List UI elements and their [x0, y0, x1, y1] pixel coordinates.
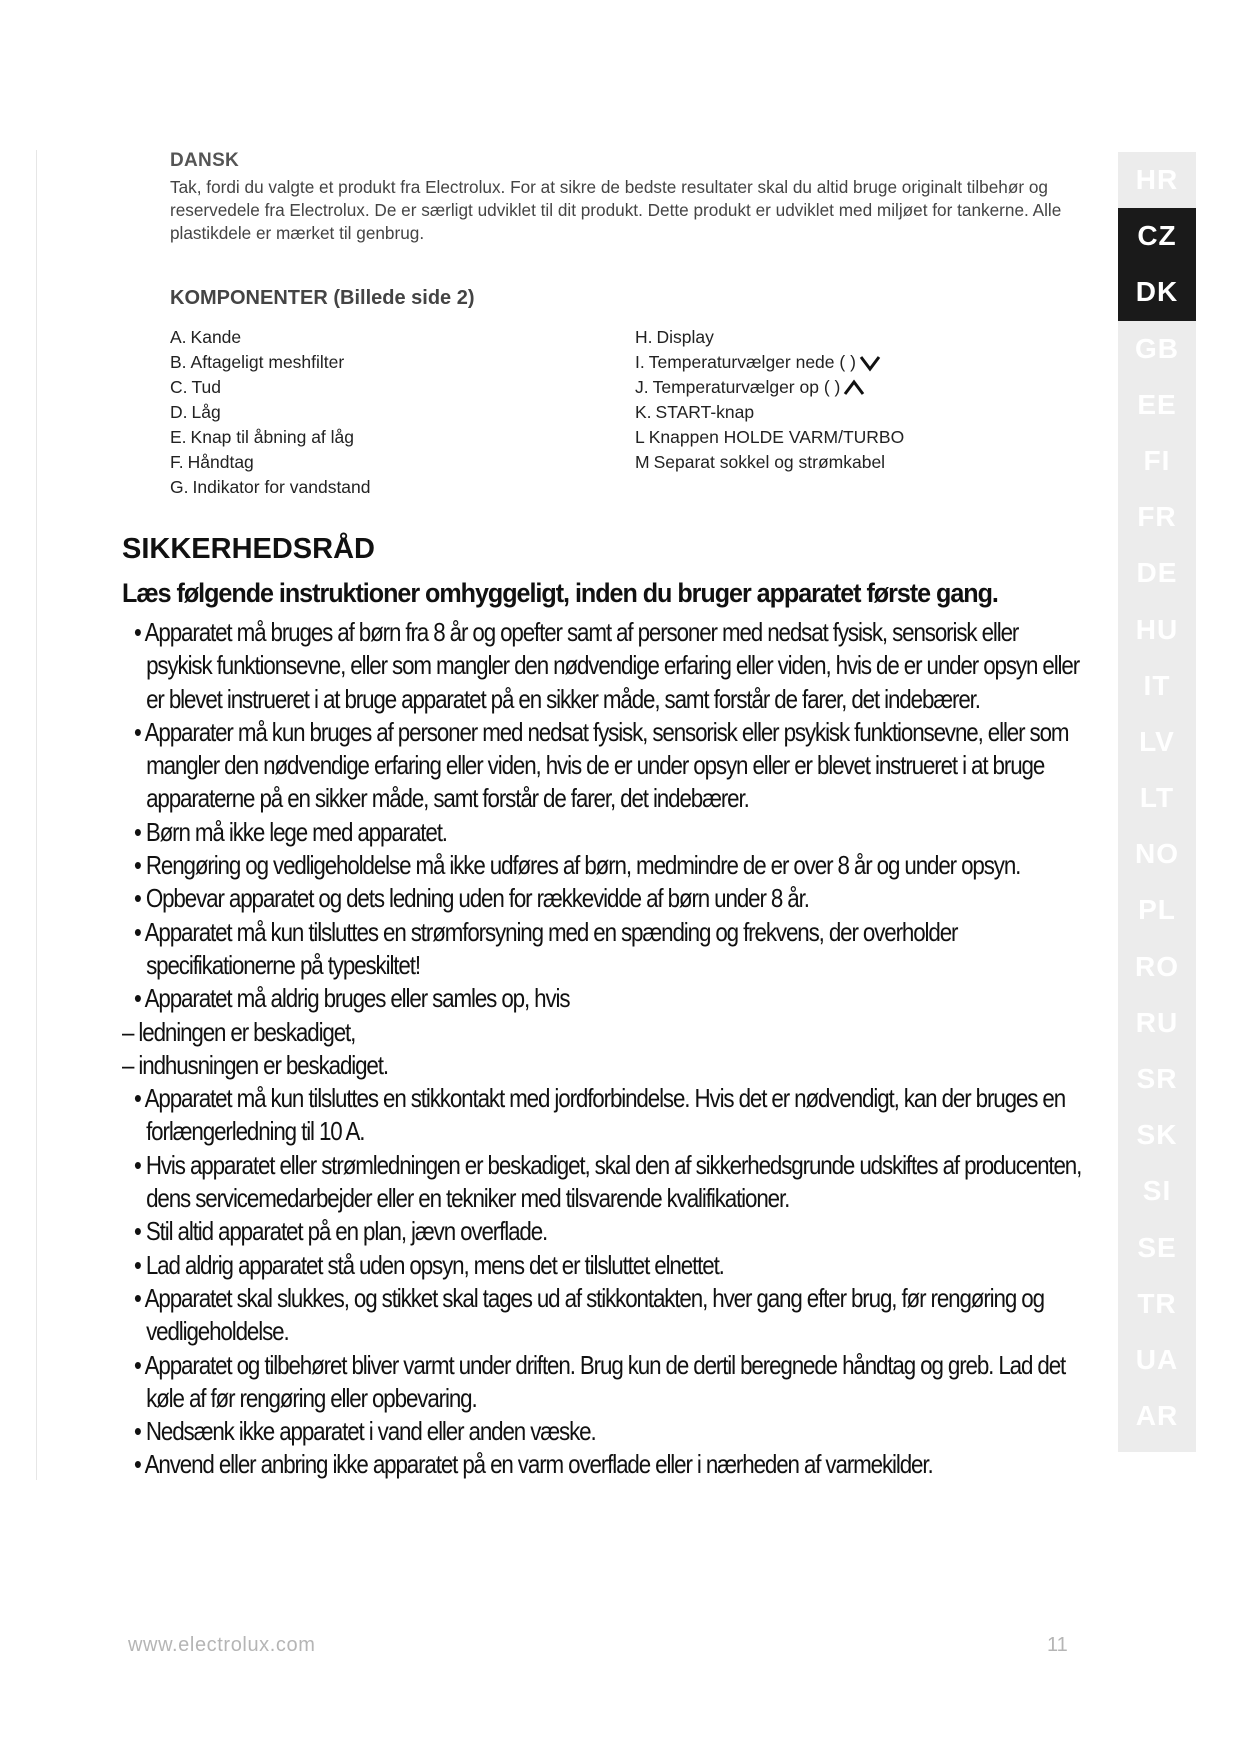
safety-item: • Apparatet og tilbehøret bliver varmt under driften. Brug kun de dertil beregnede håndtag og greb. Lad det køle af før rengøring eller opbevaring.: [134, 1349, 1066, 1413]
components-title: KOMPONENTER: [170, 287, 328, 309]
component-key: F.: [170, 452, 184, 472]
component-key: D.: [170, 402, 188, 422]
safety-subitem: – indhusningen er beskadiget.: [122, 1049, 388, 1080]
lang-tab-fr[interactable]: FR: [1137, 501, 1177, 533]
lang-tab-ru[interactable]: RU: [1135, 1006, 1179, 1038]
safety-item: • Apparatet må kun tilsluttes en strømforsyning med en spænding og frekvens, der overholder specifikationerne på typeskiltet!: [134, 916, 958, 980]
component-key: G.: [170, 477, 189, 497]
component-item: [635, 375, 904, 400]
component-label: Låg: [191, 402, 221, 422]
lang-tab-sk[interactable]: SK: [1136, 1119, 1178, 1151]
component-label: Display: [656, 327, 714, 347]
lang-tab-gb[interactable]: GB: [1135, 332, 1179, 364]
lang-tab-dk[interactable]: DK: [1118, 264, 1196, 320]
component-label: Kande: [190, 327, 242, 347]
safety-item: • Apparatet skal slukkes, og stikket skal tages ud af stikkontakten, hver gang efter brug, før rengøring og vedligeholdelse.: [134, 1282, 1044, 1347]
lang-tab-fi[interactable]: FI: [1143, 444, 1171, 476]
lang-tab-lv[interactable]: LV: [1139, 725, 1175, 757]
component-key: M: [635, 452, 650, 472]
component-label: Temperaturvælger nede ( ): [648, 352, 856, 372]
component-label: Indikator for vandstand: [192, 477, 371, 497]
footer-url[interactable]: www.electrolux.com: [128, 1634, 316, 1656]
safety-item: • Lad aldrig apparatet stå uden opsyn, mens det er tilsluttet elnettet.: [134, 1249, 724, 1280]
components-list-right: [635, 325, 904, 475]
component-item: [170, 325, 371, 350]
chevron-down-icon: [859, 354, 881, 372]
lang-tab-sr[interactable]: SR: [1136, 1063, 1178, 1094]
component-label: Knap til åbning af låg: [190, 427, 355, 447]
lang-tab-cz[interactable]: CZ: [1118, 208, 1196, 264]
component-key: L: [635, 427, 645, 447]
lang-tab-hu[interactable]: HU: [1135, 613, 1179, 645]
component-label: Håndtag: [187, 452, 254, 472]
safety-item: • Hvis apparatet eller strømledningen er beskadiget, skal den af sikkerhedsgrunde udskiftes af producenten, dens servicemedarbejder eller en tekniker med tilsvarende kvalifikationer.: [134, 1149, 1082, 1214]
lang-tab-ua[interactable]: UA: [1135, 1343, 1179, 1375]
chevron-up-icon: [843, 379, 865, 397]
component-label: START-knap: [655, 402, 755, 422]
lang-tab-hr[interactable]: HR: [1135, 164, 1179, 195]
page-margin-rule: [36, 150, 37, 1480]
component-key: J.: [635, 377, 649, 397]
safety-item: • Opbevar apparatet og dets ledning uden for rækkevidde af børn under 8 år.: [134, 883, 809, 914]
component-key: E.: [170, 427, 187, 447]
component-item: [170, 425, 371, 450]
safety-item: • Rengøring og vedligeholdelse må ikke udføres af børn, medmindre de er over 8 år og under opsyn.: [134, 850, 1021, 881]
component-key: A.: [170, 327, 187, 347]
lang-tab-se[interactable]: SE: [1137, 1231, 1177, 1263]
component-item: [635, 450, 904, 475]
lang-tab-ro[interactable]: RO: [1135, 950, 1179, 982]
component-item: [635, 350, 904, 375]
safety-subitem: – ledningen er beskadiget,: [122, 1016, 356, 1047]
component-label: Separat sokkel og strømkabel: [653, 452, 886, 472]
safety-title: SIKKERHEDSRÅD: [122, 533, 375, 565]
component-key: H.: [635, 327, 653, 347]
component-item: [635, 425, 904, 450]
component-item: [170, 400, 371, 425]
component-key: K.: [635, 402, 652, 422]
component-key: B.: [170, 352, 187, 372]
safety-list: [122, 616, 1122, 1482]
component-label: Temperaturvælger op ( ): [652, 377, 841, 397]
language-heading: DANSK: [170, 150, 240, 171]
components-subtitle: (Billede side 2): [333, 287, 475, 309]
lang-tab-lt[interactable]: LT: [1139, 782, 1175, 814]
component-label: Tud: [191, 377, 222, 397]
component-item: [635, 325, 904, 350]
component-item: [170, 375, 371, 400]
intro-section: [170, 150, 1090, 245]
lang-tab-no[interactable]: NO: [1135, 838, 1179, 870]
component-key: C.: [170, 377, 188, 397]
safety-subtitle: Læs følgende instruktioner omhyggeligt, inden du bruger apparatet første gang.: [122, 578, 998, 608]
language-tab-strip: [1118, 152, 1196, 1452]
lang-tab-ar[interactable]: AR: [1135, 1400, 1179, 1432]
lang-tab-ee[interactable]: EE: [1137, 388, 1177, 420]
lang-tab-de[interactable]: DE: [1136, 557, 1178, 589]
lang-tab-pl[interactable]: PL: [1138, 894, 1176, 926]
safety-item: • Børn må ikke lege med apparatet.: [134, 816, 447, 847]
components-list-left: [170, 325, 371, 500]
safety-item: • Anvend eller anbring ikke apparatet på en varm overflade eller i nærheden af varmekilder.: [134, 1449, 933, 1480]
intro-paragraph: Tak, fordi du valgte et produkt fra Electrolux. For at sikre de bedste resultater skal du altid bruge originalt tilbehør og reservedele fra Electrolux. De er særligt udviklet til dit produkt. Dette produkt er udviklet med miljøet for tankerne. Alle plastikdele er mærket til genbrug.: [170, 177, 1062, 243]
safety-item: • Apparatet må aldrig bruges eller samles op, hvis: [134, 983, 570, 1014]
safety-item: • Nedsænk ikke apparatet i vand eller anden væske.: [134, 1416, 596, 1447]
component-key: I.: [635, 352, 645, 372]
lang-tab-it[interactable]: IT: [1143, 669, 1171, 701]
safety-item: • Apparatet må bruges af børn fra 8 år og opefter samt af personer med nedsat fysisk, sensorisk eller psykisk funktionsevne, eller som mangler den nødvendige erfaring eller viden, hvis de er under opsyn eller er blevet instrueret i at bruge apparatet på en sikker måde, samt forstår de farer, det indebærer.: [134, 617, 1080, 714]
component-item: [635, 400, 904, 425]
components-heading: [170, 287, 475, 310]
component-label: Aftageligt meshfilter: [190, 352, 345, 372]
component-item: [170, 350, 371, 375]
safety-item: • Apparater må kun bruges af personer med nedsat fysisk, sensorisk eller psykisk funktionsevne, eller som mangler den nødvendige erfaring eller viden, hvis de er under opsyn eller er blevet instrueret i at bruge apparaterne på en sikker måde, samt forstår de farer, det indebærer.: [134, 716, 1069, 814]
page-number: 11: [1047, 1634, 1068, 1656]
lang-tab-si[interactable]: SI: [1142, 1175, 1172, 1207]
component-item: [170, 475, 371, 500]
component-item: [170, 450, 371, 475]
lang-tab-tr[interactable]: TR: [1137, 1287, 1177, 1319]
safety-item: • Stil altid apparatet på en plan, jævn overflade.: [134, 1216, 548, 1247]
safety-item: • Apparatet må kun tilsluttes en stikkontakt med jordforbindelse. Hvis det er nødvendigt, kan der bruges en forlængerledning til 10 A.: [134, 1083, 1066, 1147]
component-label: Knappen HOLDE VARM/TURBO: [648, 427, 905, 447]
